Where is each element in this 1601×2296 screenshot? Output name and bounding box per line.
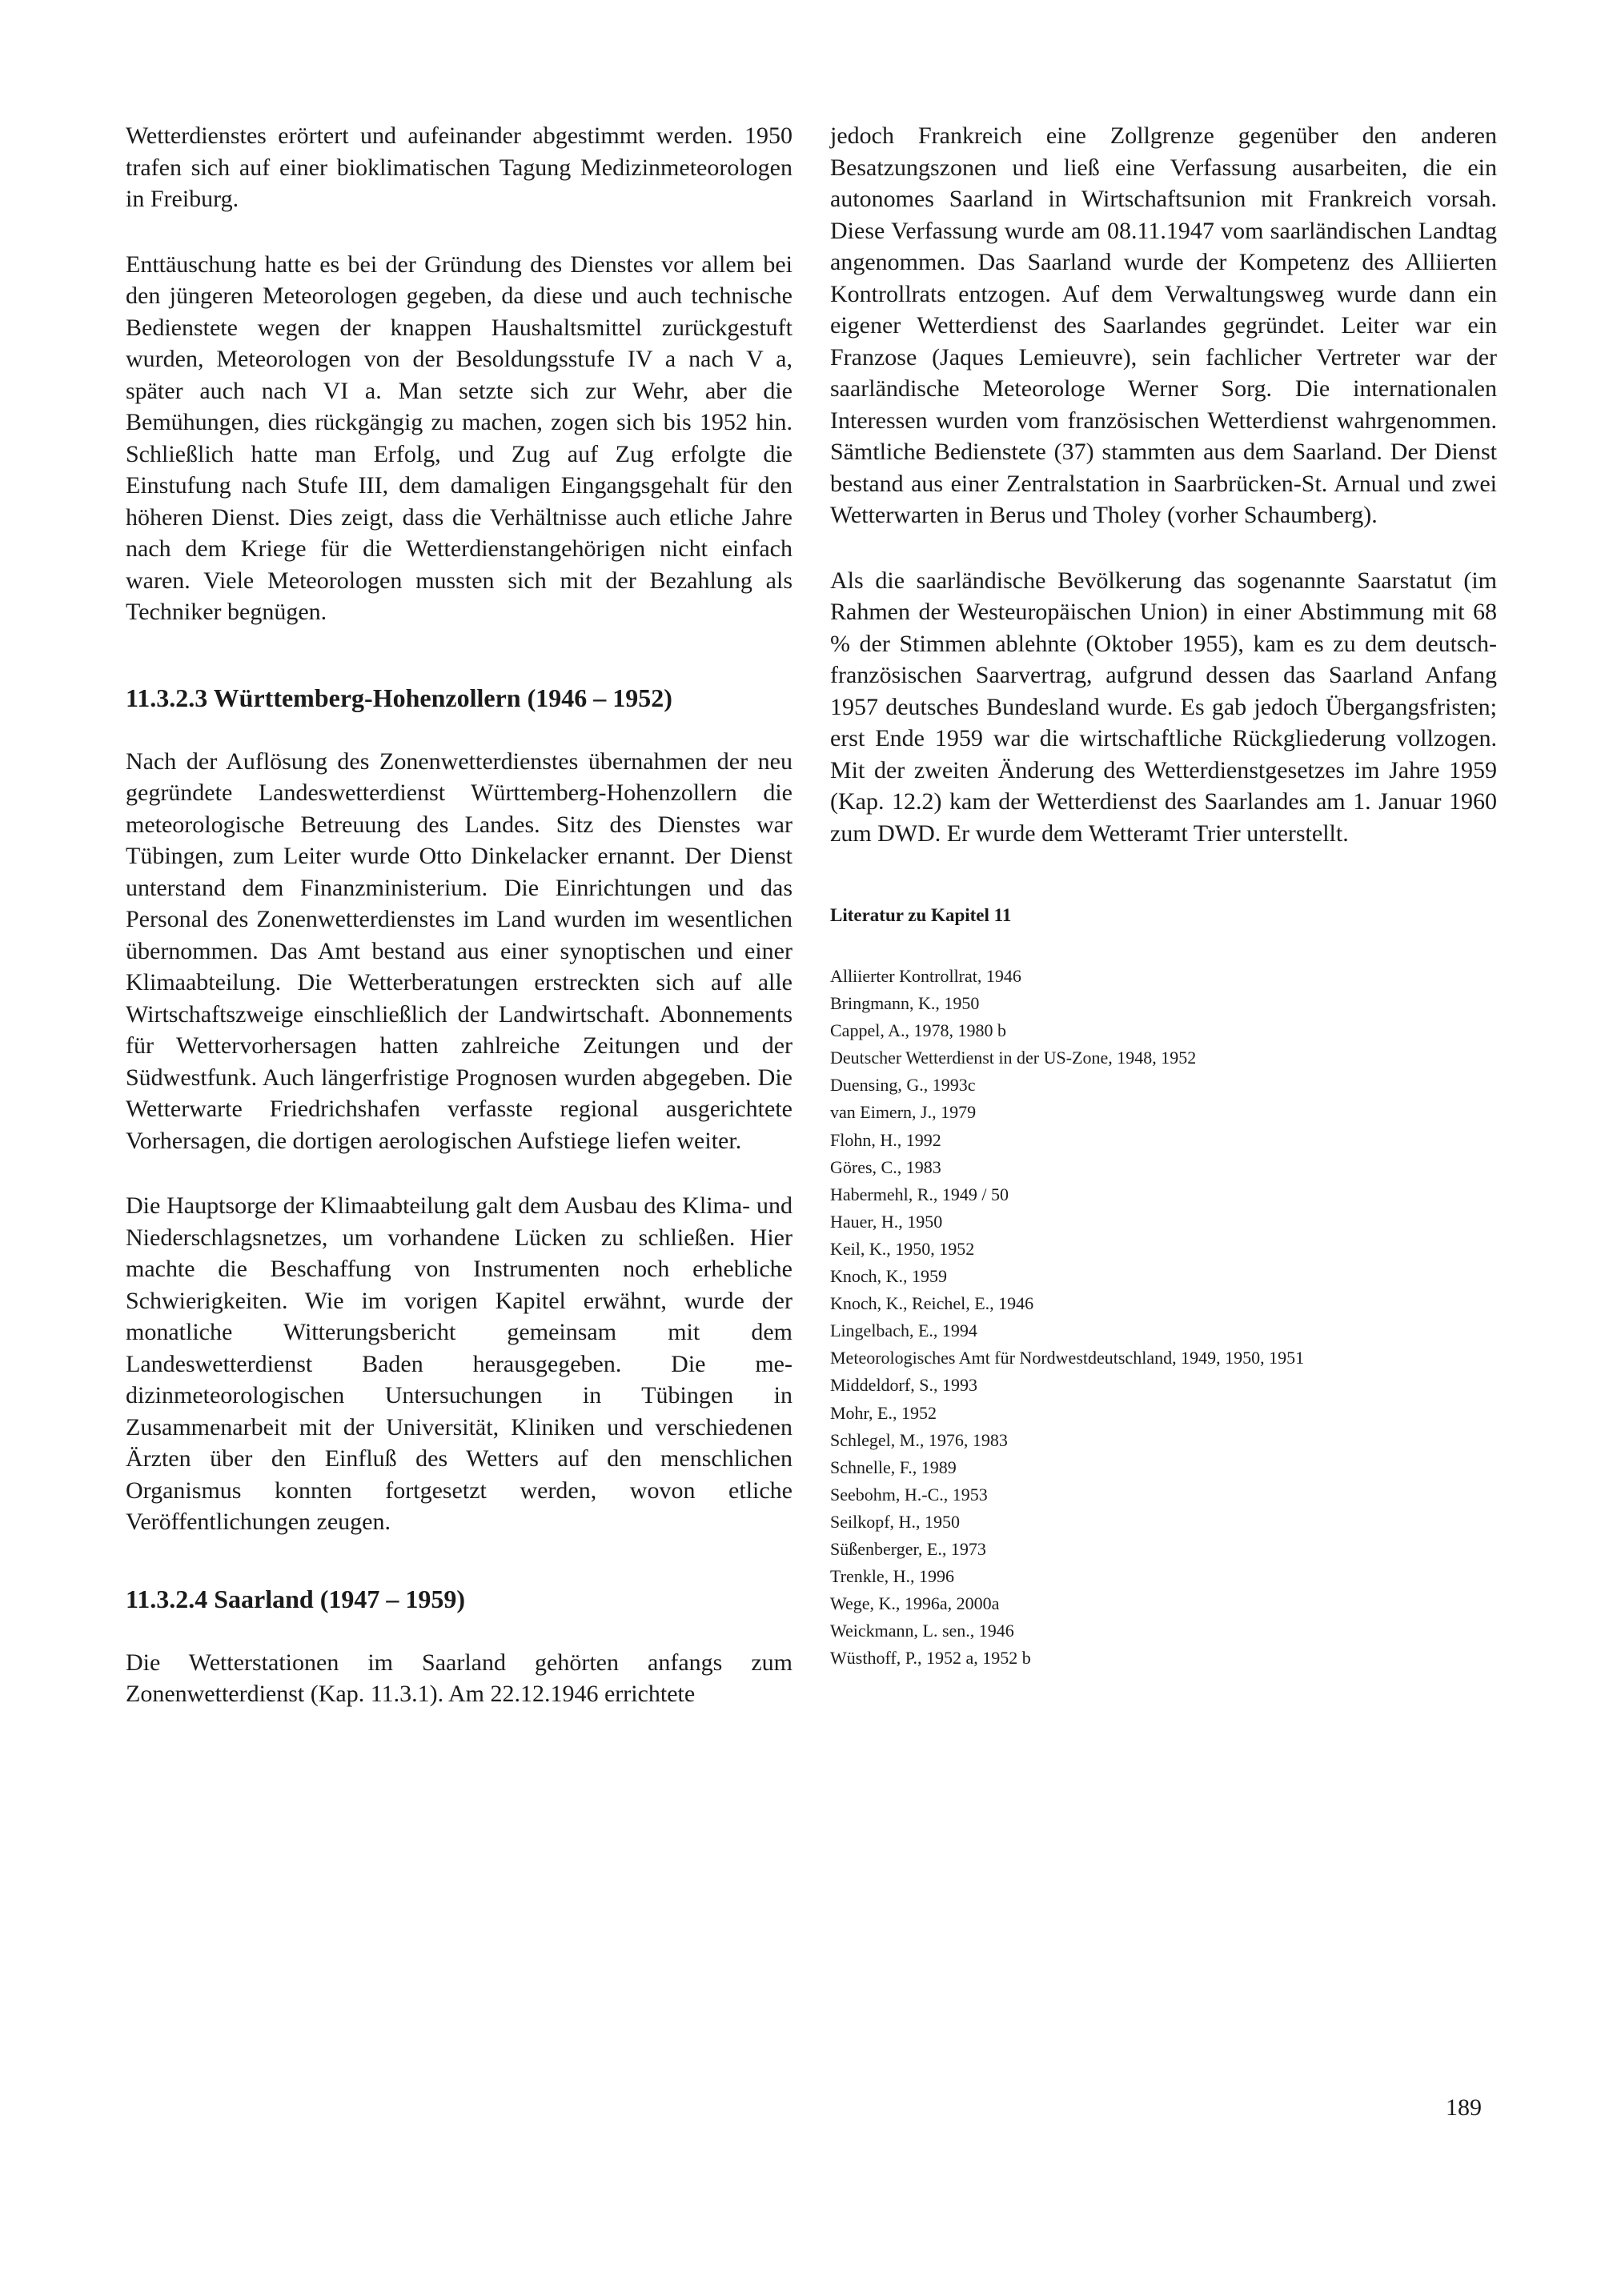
literature-item: Flohn, H., 1992 [830, 1129, 941, 1150]
literature-item: Knoch, K., 1959 [830, 1266, 948, 1287]
literature-item: Deutscher Wetterdienst in der US-Zone, 1948, 1952 [830, 1048, 1197, 1068]
literature-item: Weickmann, L. sen., 1946 [830, 1621, 1014, 1641]
literature-item: Wege, K., 1996a, 2000a [830, 1593, 1000, 1614]
saarland-paragraph-start: Die Wetterstationen im Saarland gehörten anfangs zum Zonenwetterdienst (Kap. 11.3.1). Am 22.12.1946 errichtete [126, 1649, 792, 1707]
literature-item: Keil, K., 1950, 1952 [830, 1238, 975, 1259]
wuerttemberg-paragraph-1: Nach der Auflösung des Zonenwetterdienstes übernahmen der neu gegründete Landeswetterdienst Württemberg-Hohenzollern die meteorologische Betreuung des Landes. Sitz des Dienstes war Tübingen, zum Leiter wurde Otto Dinkelacker ernannt. Der Dienst unterstand dem Finanzministerium. Die Einrichtungen und das Personal des Zonenwetterdienstes im Land wurden im wesentlichen übernommen. Das Amt bestand aus einer synoptischen und einer Klimaabteilung. Die Wetterberatungen erstreckten sich auf alle Wirtschaftszweige einschließlich der Landwirtschaft. Abonnements für Wettervorhersagen hatten zahlreiche Zeitungen und der Südwestfunk. Auch längerfristige Prognosen wurden abgegeben. Die Wetterwarte Friedrichshafen verfasste regional ausgerichtete Vorhersagen, die dortigen aerologischen Aufstiege liefen weiter. [126, 747, 792, 1154]
left-column [126, 120, 792, 1744]
disappointment-paragraph: Enttäuschung hatte es bei der Gründung des Dienstes vor allem bei den jüngeren Meteorologen gegeben, da diese und auch technische Bedienstete wegen der knappen Haushaltsmittel zurückgestuft wurden, Meteorologen von der Besoldungsstufe IV a nach V a, später auch nach VI a. Man setzte sich zur Wehr, aber die Bemühungen, dies rückgängig zu machen, zogen sich bis 1952 hin. Schließlich hatte man Erfolg, und Zug auf Zug erfolgte die Einstufung nach Stufe III, dem damaligen Eingangsgehalt für den höheren Dienst. Dies zeigt, dass die Verhältnisse auch etliche Jahre nach dem Kriege für die Wetterdienstangehörigen nicht einfach waren. Viele Meteorologen mussten sich mit der Bezahlung als Techniker begnügen. [126, 250, 792, 625]
literature-item: Meteorologisches Amt für Nordwestdeutschland, 1949, 1950, 1951 [830, 1348, 1305, 1368]
saarland-paragraph-continued: jedoch Frankreich eine Zollgrenze gegenüber den anderen Besatzungszonen und ließ eine Verfassung ausarbeiten, die ein autonomes Saarland in Wirtschaftsunion mit Frankreich vorsah. Diese Verfassung wurde am 08.11.1947 vom saarländischen Landtag angenommen. Das Saarland wurde der Kompetenz des Alliierten Kontrollrats entzogen. Auf dem Verwaltungsweg wurde dann ein eigener Wetterdienst des Saarlandes gegründet. Leiter war ein Franzose (Jaques Lemieuvre), sein fachlicher Vertreter war der saarländische Meteorologe Werner Sorg. Die internationalen Interessen wurden vom französischen Wetterdienst wahrgenommen. Sämtliche Bedienstete (37) stammten aus dem Saarland. Der Dienst bestand aus einer Zentralstation in Saarbrücken-St. Arnual und zwei Wetterwarten in Berus und Tholey (vorher Schaumberg). [830, 122, 1497, 528]
page-number: 189 [1446, 2094, 1482, 2121]
section-heading-saarland: 11.3.2.4 Saarland (1947 – 1959) [126, 1584, 466, 1613]
literature-item: Cappel, A., 1978, 1980 b [830, 1020, 1006, 1041]
literature-item: Bringmann, K., 1950 [830, 993, 980, 1014]
literature-item: Wüsthoff, P., 1952 a, 1952 b [830, 1648, 1031, 1669]
literature-item: Göres, C., 1983 [830, 1156, 941, 1177]
literature-item: Mohr, E., 1952 [830, 1402, 937, 1423]
intro-paragraph: Wetterdienstes erörtert und aufeinander abgestimmt werden. 1950 trafen sich auf einer bioklimatischen Tagung Medizinmeteorologen in Freiburg. [126, 122, 792, 212]
literature-item: Trenkle, H., 1996 [830, 1566, 955, 1587]
literature-item: Schnelle, F., 1989 [830, 1457, 957, 1477]
saarstatut-paragraph: Als die saarländische Bevölkerung das sogenannte Saarstatut (im Rahmen der Westeuropäischen Union) in einer Abstimmung mit 68 % der Stimmen ablehnte (Oktober 1955), kam es zu dem deutsch-französischen Saarvertrag, aufgrund dessen das Saarland Anfang 1957 deutsches Bundesland wurde. Es gab jedoch Übergangsfristen; erst Ende 1959 war die wirtschaftliche Rückgliederung vollzogen. Mit der zweiten Änderung des Wetterdienstgesetzes im Jahre 1959 (Kap. 12.2) kam der Wetterdienst des Saarlandes am 1. Januar 1960 zum DWD. Er wurde dem Wetteramt Trier unterstellt. [830, 567, 1497, 847]
literature-item: Schlegel, M., 1976, 1983 [830, 1429, 1008, 1450]
section-heading-wuerttemberg: 11.3.2.3 Württemberg-Hohenzollern (1946 – 1952) [126, 683, 672, 712]
literature-item: Süßenberger, E., 1973 [830, 1538, 986, 1559]
literature-list [830, 963, 1497, 1672]
literature-item: Knoch, K., Reichel, E., 1946 [830, 1293, 1034, 1314]
literature-item: Alliierter Kontrollrat, 1946 [830, 966, 1021, 986]
literature-item: Seilkopf, H., 1950 [830, 1511, 960, 1532]
wuerttemberg-paragraph-2: Die Hauptsorge der Klimaabteilung galt dem Ausbau des Klima- und Niederschlagsnetzes, um vorhandene Lücken zu schließen. Hier machte die Beschaffung von Instrumenten noch erhebliche Schwierigkeiten. Wie im vorigen Kapitel erwähnt, wurde der monatliche Witterungsbericht gemeinsam mit dem Landeswetterdienst Baden herausgegeben. Die medizinmeteorologischen Untersuchungen in Tübingen in Zusammenarbeit mit der Universität, Kliniken und verschiedenen Ärzten über den Einfluß des Wetters auf den menschlichen Organismus konnten fortgesetzt werden, wovon etliche Veröffentlichungen zeugen. [126, 1192, 792, 1535]
literature-item: Duensing, G., 1993c [830, 1075, 976, 1096]
literature-item: Hauer, H., 1950 [830, 1211, 943, 1232]
literature-item: Habermehl, R., 1949 / 50 [830, 1184, 1009, 1204]
literature-item: Lingelbach, E., 1994 [830, 1320, 977, 1341]
literature-item: van Eimern, J., 1979 [830, 1102, 977, 1123]
right-column [830, 120, 1497, 1672]
literature-heading: Literatur zu Kapitel 11 [830, 905, 1012, 925]
literature-item: Seebohm, H.-C., 1953 [830, 1484, 988, 1505]
literature-item: Middeldorf, S., 1993 [830, 1375, 977, 1396]
